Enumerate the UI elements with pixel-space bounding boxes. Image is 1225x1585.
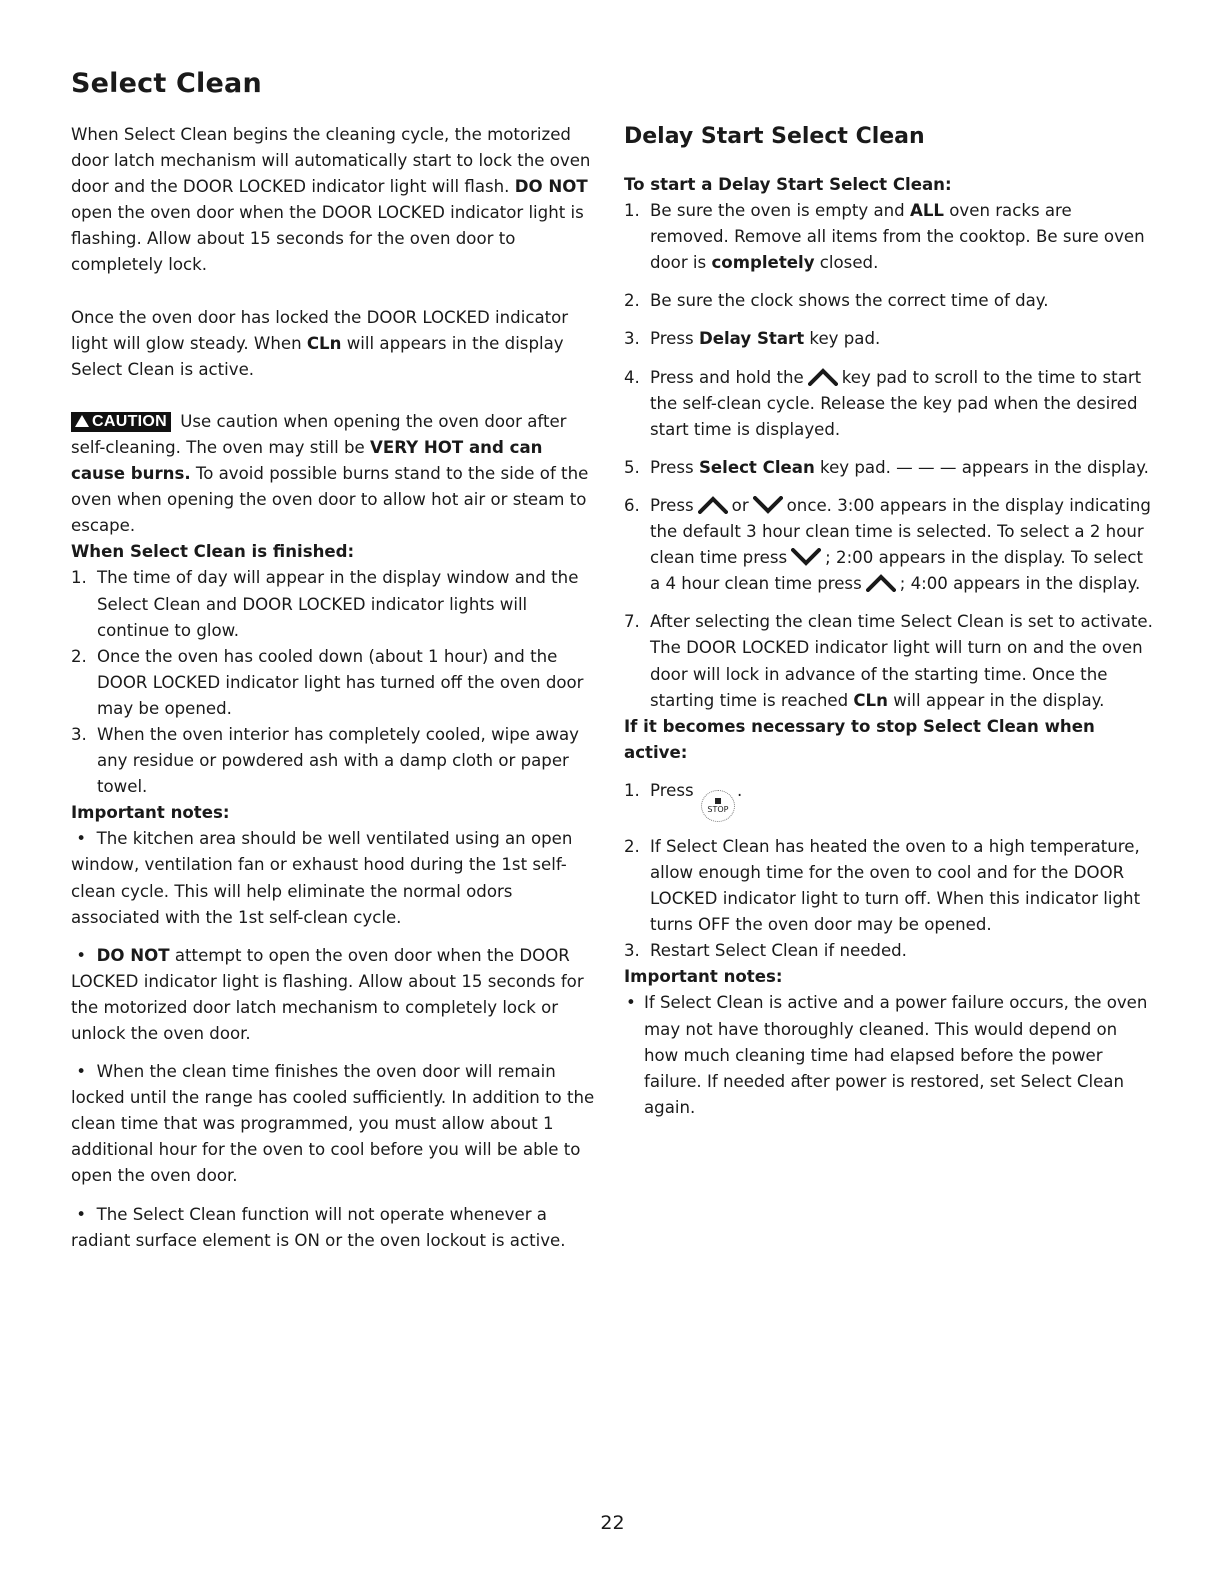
caution-paragraph: CAUTION Use caution when opening the oven door after self-cleaning. The oven may still be VERY HOT and can cause burns. To avoid possible burns stand to the side of the oven when opening the oven door to allow hot air or steam to escape. (71, 411, 589, 536)
bullet-icon: • (71, 1204, 97, 1224)
down-arrow-icon (791, 548, 821, 566)
left-column (71, 122, 596, 1254)
up-arrow-icon (808, 368, 838, 386)
list-item: 3. Restart Select Clean if needed. (624, 941, 907, 961)
finished-list (71, 565, 596, 800)
list-item: 3. When the oven interior has completely cooled, wipe away any residue or powdered ash with a damp cloth or paper towel. (71, 724, 580, 797)
list-item: 1. The time of day will appear in the display window and the Select Clean and DOOR LOCKED indicator lights will continue to glow. (71, 568, 579, 640)
up-arrow-icon (866, 574, 896, 592)
up-arrow-icon (698, 496, 728, 514)
list-item: 1. Be sure the oven is empty and ALL oven racks are removed. Remove all items from the cooktop. Be sure oven door is completely closed. (624, 201, 1145, 273)
important-notes-heading: Important notes: (71, 803, 230, 823)
list-item: 6. Press or once. 3:00 appears in the display indicating the default 3 hour clean time is selected. To select a 2 hour clean time press ; 2:00 appears in the display. To select a 4 hour clean time press ; 4:00 appears in the display. (624, 495, 1151, 594)
list-item: • When the clean time finishes the oven door will remain locked until the range has cooled sufficiently. In addition to the clean time that was programmed, you must allow about 1 additional hour for the oven to cool before you will be able to open the oven door. (71, 1062, 595, 1186)
locked-paragraph: Once the oven door has locked the DOOR LOCKED indicator light will glow steady. When CLn will appears in the display Select Clean is active. (71, 307, 569, 379)
stop-key-icon: STOP (701, 790, 735, 822)
list-item: 3. Press Delay Start key pad. (624, 329, 881, 349)
important-notes-list-right (624, 990, 1154, 1120)
finished-heading: When Select Clean is finished: (71, 542, 355, 562)
caution-badge: CAUTION (71, 412, 171, 432)
warning-triangle-icon (75, 415, 89, 427)
intro-paragraph: When Select Clean begins the cleaning cycle, the motorized door latch mechanism will automatically start to lock the oven door and the DOOR LOCKED indicator light will flash. DO NOT open the oven door when the DOOR LOCKED indicator light is flashing. Allow about 15 seconds for the oven door to completely lock. (71, 125, 591, 275)
list-item: • DO NOT attempt to open the oven door when the DOOR LOCKED indicator light is flashing. Allow about 15 seconds for the motorized door latch mechanism to completely lock or unlock the oven door. (71, 945, 584, 1043)
list-item: • The Select Clean function will not operate whenever a radiant surface element is ON or the oven lockout is active. (71, 1204, 566, 1250)
section-title: Delay Start Select Clean (624, 124, 925, 149)
list-item: 2. Once the oven has cooled down (about 1 hour) and the DOOR LOCKED indicator light has turned off the oven door may be opened. (71, 646, 584, 718)
list-item: 2. Be sure the clock shows the correct time of day. (624, 291, 1049, 311)
bullet-icon: • (626, 993, 636, 1013)
list-item: 2. If Select Clean has heated the oven to a high temperature, allow enough time for the oven to cool and for the DOOR LOCKED indicator light to turn off. When this indicator light turns OFF the oven door may be opened. (624, 836, 1141, 935)
down-arrow-icon (753, 496, 783, 514)
bullet-icon: • (71, 1062, 97, 1082)
page-number: 22 (600, 1512, 625, 1534)
list-item: • The kitchen area should be well ventilated using an open window, ventilation fan or exhaust hood during the 1st self-clean cycle. This will help eliminate the normal odors associated with the 1st self-clean cycle. (71, 829, 573, 927)
stop-heading: If it becomes necessary to stop Select Clean when active: (624, 716, 1095, 762)
right-column (624, 120, 1154, 1121)
bullet-icon: • (71, 945, 97, 965)
start-steps-list (624, 198, 1154, 714)
list-item: 7. After selecting the clean time Select Clean is set to activate. The DOOR LOCKED indicator light will turn on and the oven door will lock in advance of the starting time. Once the starting time is reached CLn will appear in the display. (624, 612, 1153, 710)
important-notes-list (71, 826, 596, 1253)
page-title: Select Clean (71, 68, 262, 99)
stop-steps-list (624, 778, 1154, 964)
bullet-icon: • (71, 829, 97, 849)
important-notes-heading-right: Important notes: (624, 967, 783, 987)
start-heading: To start a Delay Start Select Clean: (624, 175, 952, 194)
list-item: 5. Press Select Clean key pad. — — — appears in the display. (624, 457, 1149, 477)
list-item: 4. Press and hold the key pad to scroll to the time to start the self-clean cycle. Release the key pad when the desired start time is displayed. (624, 367, 1142, 439)
list-item: • If Select Clean is active and a power failure occurs, the oven may not have thoroughly cleaned. This would depend on how much cleaning time had elapsed before the power failure. If needed after power is restored, set Select Clean again. (624, 990, 1154, 1120)
list-item: 1. Press STOP . (624, 778, 1154, 822)
